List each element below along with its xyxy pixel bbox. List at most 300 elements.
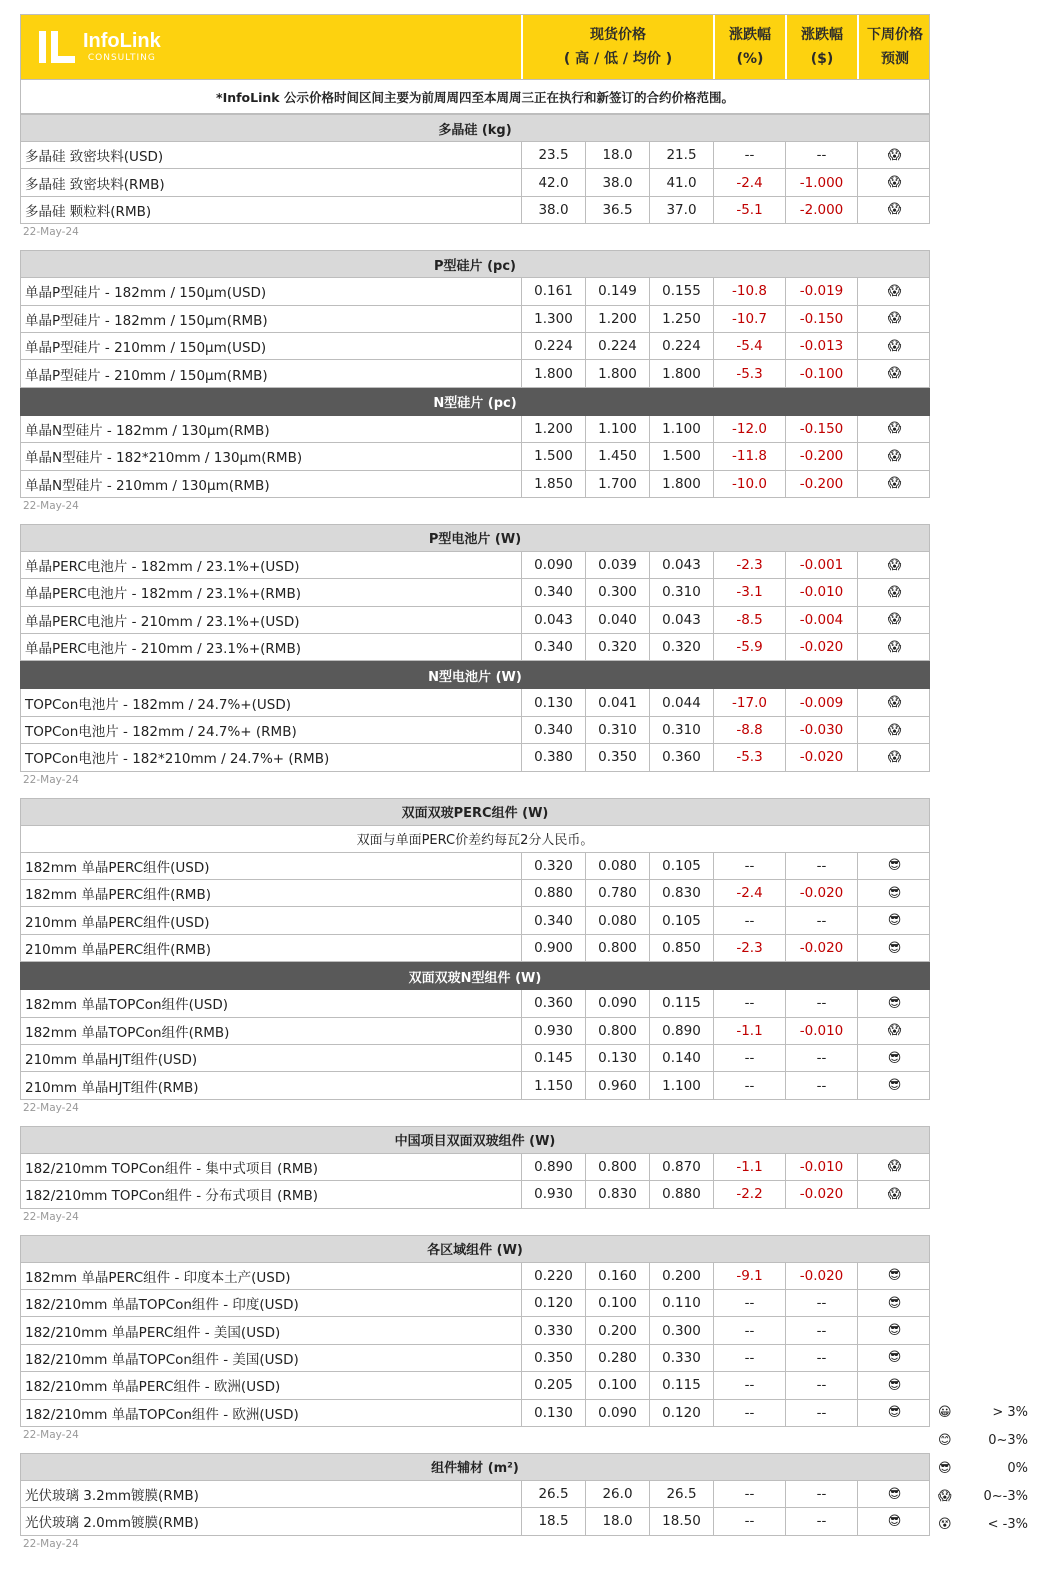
product-name: 单晶N型硅片 - 182mm / 130μm(RMB) [25,422,270,439]
price-low: 18.0 [585,142,649,168]
col-forecast-header [857,15,931,79]
change-pct: -2.3 [713,552,785,578]
astonished-face-icon: 😵 [938,1516,952,1532]
sunglasses-face-icon: 😎 [857,1400,931,1426]
price-low: 0.300 [585,579,649,605]
change-abs: -0.004 [785,607,857,633]
price-low: 0.041 [585,689,649,715]
table-row [20,1372,930,1399]
section-block [20,1126,930,1235]
price-avg: 1.100 [649,1072,713,1098]
change-pct: -- [713,1345,785,1371]
price-avg: 0.105 [649,853,713,879]
worried-face-icon: 😱 [857,443,931,469]
col-usd-sub: ($) [810,51,834,67]
product-name: 单晶P型硅片 - 210mm / 150μm(RMB) [25,367,268,384]
price-low: 1.200 [585,306,649,332]
table-row [20,416,930,443]
date-stamp: 22-May-24 [23,1101,79,1114]
price-high: 38.0 [521,197,585,223]
sunglasses-face-icon: 😎 [857,880,931,906]
worried-face-icon: 😱 [938,1488,952,1504]
price-low: 36.5 [585,197,649,223]
product-name: 182/210mm 单晶TOPCon组件 - 欧洲(USD) [25,1406,299,1423]
sunglasses-face-icon: 😎 [857,1481,931,1507]
price-low: 0.350 [585,744,649,770]
section-header: 多晶硅 (kg) [20,114,930,142]
change-abs: -0.200 [785,443,857,469]
change-pct: -12.0 [713,416,785,442]
change-abs: -- [785,1372,857,1398]
price-avg: 0.320 [649,634,713,660]
table-row [20,607,930,634]
price-avg: 0.043 [649,607,713,633]
change-pct: -- [713,1400,785,1426]
section-note: 双面与单面PERC价差约每瓦2分人民币。 [20,826,930,853]
worried-face-icon: 😱 [857,142,931,168]
product-name: 多晶硅 致密块料(USD) [25,149,164,166]
change-pct: -- [713,1317,785,1343]
table-row [20,169,930,196]
price-low: 0.160 [585,1263,649,1289]
change-pct: -1.1 [713,1018,785,1044]
price-low: 0.224 [585,333,649,359]
product-name: 182/210mm 单晶TOPCon组件 - 印度(USD) [25,1297,299,1314]
product-name: TOPCon电池片 - 182mm / 24.7%+ (RMB) [25,724,297,741]
product-name: 182mm 单晶PERC组件(RMB) [25,887,211,904]
change-abs: -0.001 [785,552,857,578]
price-low: 0.090 [585,990,649,1016]
section-block [20,524,930,798]
price-low: 0.280 [585,1345,649,1371]
col-price-title: 现货价格 [590,27,646,43]
table-row [20,689,930,716]
price-high: 0.130 [521,689,585,715]
product-name: 多晶硅 颗粒料(RMB) [25,203,152,220]
price-avg: 0.310 [649,717,713,743]
worried-face-icon: 😱 [857,333,931,359]
worried-face-icon: 😱 [857,744,931,770]
change-abs: -0.100 [785,360,857,386]
product-name: 210mm 单晶PERC组件(RMB) [25,942,211,958]
change-abs: -- [785,142,857,168]
change-pct: -5.4 [713,333,785,359]
price-high: 0.340 [521,717,585,743]
table-row [20,634,930,661]
price-high: 0.340 [521,907,585,933]
table-row [20,360,930,387]
col-usd-title: 涨跌幅 [801,27,843,43]
price-avg: 0.224 [649,333,713,359]
table-row [20,1045,930,1072]
table-row [20,333,930,360]
price-low: 0.100 [585,1372,649,1398]
change-abs: -0.013 [785,333,857,359]
sunglasses-face-icon: 😎 [857,935,931,961]
change-pct: -- [713,142,785,168]
change-pct: -10.8 [713,278,785,304]
change-abs: -- [785,907,857,933]
section-block [20,1235,930,1453]
price-low: 1.700 [585,471,649,497]
change-abs: -0.030 [785,717,857,743]
table-row [20,1317,930,1344]
change-pct: -- [713,990,785,1016]
change-abs: -0.020 [785,1263,857,1289]
col-forecast-sub: 预测 [881,51,909,67]
section-block [20,1453,930,1562]
change-pct: -- [713,907,785,933]
product-name: TOPCon电池片 - 182mm / 24.7%+(USD) [25,696,291,713]
change-pct: -- [713,1072,785,1098]
price-high: 0.320 [521,853,585,879]
change-abs: -0.150 [785,416,857,442]
product-name: 单晶P型硅片 - 182mm / 150μm(USD) [25,285,267,302]
sunglasses-face-icon: 😎 [857,1345,931,1371]
legend-item [938,1402,1038,1422]
logo-mark-icon [37,29,75,65]
logo-sub: CONSULTING [87,53,156,63]
product-name: 182/210mm 单晶PERC组件 - 欧洲(USD) [25,1379,281,1396]
table-row [20,1072,930,1099]
sunglasses-face-icon: 😎 [857,1263,931,1289]
price-avg: 1.100 [649,416,713,442]
price-low: 0.830 [585,1181,649,1207]
col-price-header [521,15,713,79]
price-table [20,14,930,1562]
product-name: 光伏玻璃 2.0mm镀膜(RMB) [25,1515,199,1532]
price-avg: 0.870 [649,1154,713,1180]
change-abs: -0.010 [785,1154,857,1180]
change-pct: -5.3 [713,744,785,770]
legend-item [938,1486,1038,1506]
change-abs: -0.019 [785,278,857,304]
change-pct: -3.1 [713,579,785,605]
product-name: 182mm 单晶TOPCon组件(RMB) [25,1024,230,1041]
worried-face-icon: 😱 [857,197,931,223]
price-avg: 18.50 [649,1508,713,1534]
price-low: 26.0 [585,1481,649,1507]
change-pct: -- [713,1508,785,1534]
price-avg: 0.110 [649,1290,713,1316]
col-forecast-title: 下周价格 [867,27,923,43]
product-name: 182/210mm TOPCon组件 - 集中式项目 (RMB) [25,1160,318,1177]
change-pct: -- [713,1290,785,1316]
worried-face-icon: 😱 [857,552,931,578]
date-stamp: 22-May-24 [23,1537,79,1550]
section-header: P型电池片 (W) [20,524,930,552]
change-abs: -2.000 [785,197,857,223]
change-pct: -5.1 [713,197,785,223]
price-low: 0.200 [585,1317,649,1343]
price-high: 0.380 [521,744,585,770]
col-usd-header [785,15,857,79]
change-abs: -- [785,1400,857,1426]
price-avg: 0.044 [649,689,713,715]
change-pct: -5.3 [713,360,785,386]
smiling-face-icon: 😊 [938,1432,952,1448]
change-pct: -- [713,1372,785,1398]
worried-face-icon: 😱 [857,634,931,660]
table-row [20,990,930,1017]
price-high: 23.5 [521,142,585,168]
price-avg: 1.800 [649,360,713,386]
table-row [20,552,930,579]
product-name: 210mm 单晶HJT组件(USD) [25,1052,198,1069]
price-high: 0.880 [521,880,585,906]
section-header: 组件辅材 (m²) [20,1453,930,1481]
change-abs: -0.009 [785,689,857,715]
table-row [20,880,930,907]
change-pct: -1.1 [713,1154,785,1180]
legend-label: < -3% [987,1516,1028,1532]
price-high: 0.350 [521,1345,585,1371]
price-avg: 0.200 [649,1263,713,1289]
table-row [20,1481,930,1508]
worried-face-icon: 😱 [857,471,931,497]
price-high: 0.220 [521,1263,585,1289]
change-abs: -- [785,1045,857,1071]
price-avg: 0.880 [649,1181,713,1207]
price-avg: 0.115 [649,990,713,1016]
change-pct: -8.5 [713,607,785,633]
change-abs: -0.020 [785,935,857,961]
price-high: 1.800 [521,360,585,386]
price-high: 1.300 [521,306,585,332]
section-header: N型硅片 (pc) [20,388,930,416]
price-high: 0.145 [521,1045,585,1071]
price-avg: 37.0 [649,197,713,223]
price-high: 0.330 [521,1317,585,1343]
date-stamp: 22-May-24 [23,1210,79,1223]
sunglasses-face-icon: 😎 [857,990,931,1016]
section-header: P型硅片 (pc) [20,250,930,278]
worried-face-icon: 😱 [857,607,931,633]
sunglasses-face-icon: 😎 [857,853,931,879]
product-name: 210mm 单晶HJT组件(RMB) [25,1079,199,1096]
product-name: 单晶N型硅片 - 210mm / 130μm(RMB) [25,477,270,494]
worried-face-icon: 😱 [857,169,931,195]
worried-face-icon: 😱 [857,360,931,386]
legend-label: 0~-3% [983,1488,1028,1504]
table-row [20,907,930,934]
price-low: 0.149 [585,278,649,304]
product-name: 单晶P型硅片 - 182mm / 150μm(RMB) [25,312,268,329]
change-abs: -- [785,1508,857,1534]
change-abs: -- [785,990,857,1016]
price-high: 1.850 [521,471,585,497]
price-low: 0.080 [585,907,649,933]
change-abs: -0.200 [785,471,857,497]
change-pct: -11.8 [713,443,785,469]
grinning-face-icon: 😀 [938,1404,952,1420]
price-low: 0.080 [585,853,649,879]
worried-face-icon: 😱 [857,306,931,332]
date-stamp: 22-May-24 [23,1428,79,1441]
change-pct: -17.0 [713,689,785,715]
price-high: 0.043 [521,607,585,633]
date-stamp: 22-May-24 [23,499,79,512]
table-row [20,1400,930,1427]
section-header: N型电池片 (W) [20,661,930,689]
change-abs: -- [785,853,857,879]
product-name: 182/210mm 单晶PERC组件 - 美国(USD) [25,1324,281,1341]
price-low: 0.100 [585,1290,649,1316]
price-high: 0.161 [521,278,585,304]
legend-label: 0~3% [988,1432,1028,1448]
change-abs: -- [785,1481,857,1507]
price-low: 38.0 [585,169,649,195]
price-low: 1.800 [585,360,649,386]
price-low: 0.130 [585,1045,649,1071]
price-avg: 0.310 [649,579,713,605]
product-name: 210mm 单晶PERC组件(USD) [25,914,210,931]
legend-label: 0% [1007,1460,1028,1476]
sunglasses-face-icon: 😎 [857,907,931,933]
logo-name: InfoLink [83,30,161,52]
table-row [20,1181,930,1208]
table-row [20,443,930,470]
price-high: 0.340 [521,579,585,605]
price-avg: 0.300 [649,1317,713,1343]
price-low: 0.800 [585,1018,649,1044]
blocks [20,114,930,1562]
change-abs: -0.150 [785,306,857,332]
sunglasses-face-icon: 😎 [857,1317,931,1343]
legend-label: > 3% [992,1404,1028,1420]
price-avg: 0.115 [649,1372,713,1398]
change-pct: -10.7 [713,306,785,332]
price-high: 0.090 [521,552,585,578]
product-name: 182mm 单晶PERC组件 - 印度本土产(USD) [25,1269,291,1286]
change-pct: -10.0 [713,471,785,497]
section-block [20,114,930,250]
change-abs: -- [785,1290,857,1316]
product-name: 182mm 单晶PERC组件(USD) [25,859,210,876]
price-avg: 0.120 [649,1400,713,1426]
col-price-sub: ( 高 / 低 / 均价 ) [563,51,673,67]
price-avg: 1.500 [649,443,713,469]
change-pct: -- [713,853,785,879]
worried-face-icon: 😱 [857,1181,931,1207]
table-row [20,1154,930,1181]
price-high: 0.205 [521,1372,585,1398]
price-avg: 0.360 [649,744,713,770]
change-pct: -9.1 [713,1263,785,1289]
table-row [20,935,930,962]
price-avg: 0.330 [649,1345,713,1371]
change-abs: -- [785,1345,857,1371]
price-low: 0.040 [585,607,649,633]
product-name: TOPCon电池片 - 182*210mm / 24.7%+ (RMB) [25,751,330,768]
table-row [20,471,930,498]
product-name: 单晶PERC电池片 - 210mm / 23.1%+(USD) [25,613,300,630]
change-pct: -2.4 [713,169,785,195]
worried-face-icon: 😱 [857,717,931,743]
price-high: 0.930 [521,1181,585,1207]
price-high: 0.120 [521,1290,585,1316]
table-row [20,579,930,606]
price-high: 26.5 [521,1481,585,1507]
change-pct: -8.8 [713,717,785,743]
price-high: 0.224 [521,333,585,359]
date-stamp: 22-May-24 [23,773,79,786]
price-avg: 0.043 [649,552,713,578]
price-high: 1.200 [521,416,585,442]
date-stamp: 22-May-24 [23,226,79,239]
section-header: 双面双玻PERC组件 (W) [20,798,930,826]
price-low: 0.039 [585,552,649,578]
price-low: 1.450 [585,443,649,469]
price-low: 0.320 [585,634,649,660]
table-row [20,1290,930,1317]
logo-cell [21,15,521,79]
product-name: 单晶N型硅片 - 182*210mm / 130μm(RMB) [25,450,303,467]
price-avg: 0.850 [649,935,713,961]
worried-face-icon: 😱 [857,579,931,605]
table-header [20,14,930,80]
product-name: 182/210mm 单晶TOPCon组件 - 美国(USD) [25,1351,299,1368]
notice: *InfoLink 公示价格时间区间主要为前周周四至本周周三正在执行和新签订的合约价格范围。 [20,80,930,114]
table-row [20,197,930,224]
table-row [20,1345,930,1372]
sunglasses-face-icon: 😎 [857,1508,931,1534]
change-pct: -2.2 [713,1181,785,1207]
change-abs: -- [785,1317,857,1343]
product-name: 单晶P型硅片 - 210mm / 150μm(USD) [25,340,267,357]
change-pct: -- [713,1045,785,1071]
section-header: 各区域组件 (W) [20,1235,930,1263]
change-abs: -1.000 [785,169,857,195]
worried-face-icon: 😱 [857,1018,931,1044]
price-low: 1.100 [585,416,649,442]
price-high: 1.150 [521,1072,585,1098]
price-avg: 0.890 [649,1018,713,1044]
product-name: 多晶硅 致密块料(RMB) [25,176,165,193]
price-avg: 0.155 [649,278,713,304]
worried-face-icon: 😱 [857,278,931,304]
change-abs: -0.010 [785,1018,857,1044]
price-avg: 41.0 [649,169,713,195]
price-avg: 26.5 [649,1481,713,1507]
product-name: 单晶PERC电池片 - 182mm / 23.1%+(RMB) [25,586,301,603]
sunglasses-face-icon: 😎 [857,1372,931,1398]
price-high: 0.360 [521,990,585,1016]
product-name: 单晶PERC电池片 - 182mm / 23.1%+(USD) [25,559,300,576]
change-abs: -0.020 [785,880,857,906]
change-pct: -5.9 [713,634,785,660]
change-abs: -0.020 [785,634,857,660]
sunglasses-face-icon: 😎 [857,1072,931,1098]
price-avg: 1.800 [649,471,713,497]
product-name: 单晶PERC电池片 - 210mm / 23.1%+(RMB) [25,641,301,658]
change-abs: -0.020 [785,744,857,770]
price-low: 0.780 [585,880,649,906]
col-pct-title: 涨跌幅 [729,27,771,43]
change-abs: -- [785,1072,857,1098]
worried-face-icon: 😱 [857,1154,931,1180]
price-high: 42.0 [521,169,585,195]
price-avg: 0.140 [649,1045,713,1071]
section-header: 中国项目双面双玻组件 (W) [20,1126,930,1154]
price-low: 0.800 [585,935,649,961]
table-row [20,1508,930,1535]
product-name: 光伏玻璃 3.2mm镀膜(RMB) [25,1488,199,1505]
table-row [20,744,930,771]
legend-item [938,1514,1038,1534]
section-block [20,798,930,1126]
table-row [20,1018,930,1045]
